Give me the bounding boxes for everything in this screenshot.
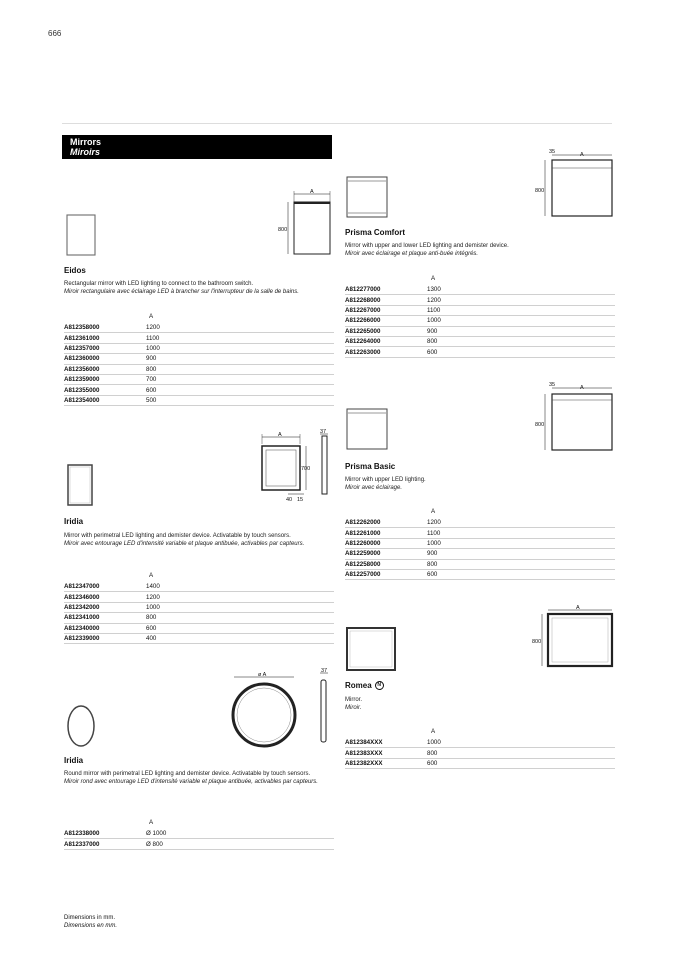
- article-code: A812261000: [345, 528, 427, 538]
- table-row: [345, 569, 615, 579]
- prisma-comfort-dim-h: 800: [535, 188, 545, 194]
- prisma-comfort-dim-d: 35: [549, 149, 556, 155]
- dimension-a-value: 400: [146, 633, 334, 643]
- table-row: [345, 518, 615, 528]
- iridia-rect-description: [64, 533, 326, 548]
- article-code: A812262000: [345, 518, 427, 528]
- table-row: [64, 354, 334, 364]
- iridia-rect-desc-fr: Miroir avec entourage LED d'intensité variable et plaque antibuée, activables par capteurs.: [64, 540, 305, 547]
- article-code: A812268000: [345, 295, 427, 305]
- dimension-a-value: 1200: [146, 323, 334, 333]
- eidos-dim-a: A: [310, 189, 314, 195]
- prisma-comfort-dim-a: A: [580, 152, 584, 158]
- dimension-a-value: 1000: [146, 343, 334, 353]
- dimension-a-value: 1000: [427, 738, 615, 748]
- iridia-round-dimension-drawing: [226, 668, 336, 750]
- eidos-title: Eidos: [64, 266, 86, 275]
- romea-dimension-drawing: [532, 602, 614, 670]
- article-code: A812340000: [64, 623, 146, 633]
- iridia-round-spec-table: [64, 829, 334, 850]
- romea-spec-table: [345, 738, 615, 769]
- iridia-round-thumbnail: [66, 704, 96, 753]
- eidos-description: [64, 281, 332, 296]
- iridia-rect-dim-a: A: [278, 432, 282, 438]
- eidos-thumbnail: [66, 214, 96, 261]
- iridia-round-desc-fr: Miroir rond avec entourage LED d'intensité variable et plaque antibuée, activables par capteurs.: [64, 778, 318, 785]
- article-code: A812356000: [64, 364, 146, 374]
- iridia-rect-thumbnail: [67, 464, 93, 511]
- dimension-a-value: 800: [427, 336, 615, 346]
- article-code: A812361000: [64, 333, 146, 343]
- dimension-a-value: 1100: [427, 305, 615, 315]
- prisma-comfort-desc-en: Mirror with upper and lower LED lighting and demister device.: [345, 243, 509, 249]
- table-row: [64, 343, 334, 353]
- table-row: [64, 592, 334, 602]
- article-code: A812355000: [64, 385, 146, 395]
- iridia-round-description: [64, 771, 326, 786]
- iridia-round-desc-en: Round mirror with perimetral LED lighting and demister device. Activatable by touch sensors.: [64, 771, 311, 777]
- prisma-basic-description: [345, 477, 613, 492]
- table-row: [345, 528, 615, 538]
- article-code: A812266000: [345, 316, 427, 326]
- prisma-basic-desc-en: Mirror with upper LED lighting.: [345, 477, 426, 483]
- romea-desc-fr: Miroir.: [345, 704, 362, 711]
- dimension-a-value: 600: [427, 569, 615, 579]
- dimension-a-value: Ø 800: [146, 839, 334, 849]
- prisma-basic-desc-fr: Miroir avec éclairage.: [345, 484, 403, 491]
- dimension-a-value: 1300: [427, 285, 615, 295]
- prisma-basic-title: Prisma Basic: [345, 462, 396, 471]
- prisma-basic-dim-a: A: [580, 385, 584, 391]
- prisma-comfort-rows: [345, 285, 615, 358]
- prisma-basic-dim-d: 35: [549, 382, 556, 388]
- romea-desc-en: Mirror.: [345, 697, 362, 703]
- table-row: [64, 623, 334, 633]
- new-product-badge-icon: N: [375, 681, 384, 690]
- iridia-round-dim-a: ø A: [258, 672, 267, 678]
- iridia-round-rows: [64, 829, 334, 850]
- table-row: [345, 326, 615, 336]
- article-code: A812346000: [64, 592, 146, 602]
- table-row: [345, 336, 615, 346]
- section-title: Mirrors: [70, 137, 102, 147]
- romea-title: Romea: [345, 681, 372, 690]
- dimension-a-value: 800: [427, 748, 615, 758]
- table-row: [345, 549, 615, 559]
- dimension-a-value: 1200: [427, 518, 615, 528]
- dimension-a-value: 600: [146, 385, 334, 395]
- article-code: A812257000: [345, 569, 427, 579]
- article-code: A812354000: [64, 395, 146, 405]
- section-header: [62, 135, 332, 159]
- dimension-a-value: 1200: [146, 592, 334, 602]
- eidos-desc-fr: Miroir rectangulaire avec éclairage LED à brancher sur l'interrupteur de la salle de bains.: [64, 288, 299, 295]
- romea-thumbnail: [346, 627, 396, 676]
- romea-dim-h: 800: [532, 639, 542, 645]
- table-row: [64, 829, 334, 839]
- dimension-a-value: 600: [427, 347, 615, 357]
- iridia-rect-dim-b1: 40: [286, 497, 293, 503]
- prisma-comfort-description: [345, 243, 613, 258]
- article-code: A812339000: [64, 633, 146, 643]
- prisma-basic-col-header: A: [431, 508, 436, 515]
- iridia-round-col-header: A: [149, 819, 154, 826]
- table-row: [64, 333, 334, 343]
- dimension-a-value: 1200: [427, 295, 615, 305]
- eidos-dim-h: 800: [278, 227, 288, 233]
- dimension-a-value: 900: [146, 354, 334, 364]
- romea-description: [345, 697, 613, 712]
- iridia-rect-dimension-drawing: [254, 428, 334, 506]
- iridia-rect-col-header: A: [149, 572, 154, 579]
- eidos-dimension-drawing: [278, 188, 334, 258]
- prisma-basic-dimension-drawing: [534, 378, 614, 454]
- dimension-a-value: 1100: [146, 333, 334, 343]
- article-code: A812358000: [64, 323, 146, 333]
- article-code: A812265000: [345, 326, 427, 336]
- dimension-a-value: 800: [146, 364, 334, 374]
- footer-en: Dimensions in mm.: [64, 915, 116, 921]
- dimension-a-value: 600: [427, 758, 615, 768]
- dimension-a-value: 700: [146, 374, 334, 384]
- table-row: [64, 323, 334, 333]
- iridia-rect-title: Iridia: [64, 517, 84, 526]
- table-row: [345, 538, 615, 548]
- top-divider: [62, 123, 612, 124]
- prisma-comfort-title: Prisma Comfort: [345, 228, 406, 237]
- article-code: A812383XXX: [345, 748, 427, 758]
- table-row: [64, 374, 334, 384]
- iridia-rect-rows: [64, 582, 334, 644]
- table-row: [64, 582, 334, 592]
- article-code: A812267000: [345, 305, 427, 315]
- article-code: A812382XXX: [345, 758, 427, 768]
- prisma-basic-spec-table: [345, 518, 615, 580]
- article-code: A812384XXX: [345, 738, 427, 748]
- article-code: A812357000: [64, 343, 146, 353]
- table-row: [345, 305, 615, 315]
- iridia-rect-dim-d: 37: [320, 429, 327, 435]
- table-row: [64, 602, 334, 612]
- table-row: [345, 295, 615, 305]
- prisma-comfort-col-header: A: [431, 275, 436, 282]
- table-row: [64, 839, 334, 849]
- dimension-a-value: 600: [146, 623, 334, 633]
- table-row: [345, 285, 615, 295]
- article-code: A812342000: [64, 602, 146, 612]
- table-row: [64, 633, 334, 643]
- table-row: [345, 758, 615, 768]
- dimension-a-value: 900: [427, 326, 615, 336]
- footer-note: [64, 914, 117, 930]
- article-code: A812347000: [64, 582, 146, 592]
- article-code: A812277000: [345, 285, 427, 295]
- dimension-a-value: 1400: [146, 582, 334, 592]
- iridia-rect-dim-b2: 15: [297, 497, 304, 503]
- iridia-round-dim-d: 37: [321, 668, 328, 674]
- prisma-basic-thumbnail: [346, 408, 388, 455]
- table-row: [345, 347, 615, 357]
- article-code: A812360000: [64, 354, 146, 364]
- section-title-fr: Miroirs: [70, 147, 101, 157]
- eidos-desc-en: Rectangular mirror with LED lighting to connect to the bathroom switch.: [64, 281, 254, 287]
- eidos-rows: [64, 323, 334, 406]
- article-code: A812263000: [345, 347, 427, 357]
- table-row: [64, 395, 334, 405]
- romea-title-row: [345, 681, 384, 690]
- prisma-basic-dim-h: 800: [535, 422, 545, 428]
- dimension-a-value: 500: [146, 395, 334, 405]
- prisma-comfort-thumbnail: [346, 176, 388, 223]
- iridia-rect-desc-en: Mirror with perimetral LED lighting and demister device. Activatable by touch sensors.: [64, 533, 291, 539]
- table-row: [345, 316, 615, 326]
- dimension-a-value: 1000: [427, 538, 615, 548]
- article-code: A812338000: [64, 829, 146, 839]
- romea-rows: [345, 738, 615, 769]
- article-code: A812264000: [345, 336, 427, 346]
- table-row: [345, 559, 615, 569]
- table-row: [64, 364, 334, 374]
- prisma-comfort-dimension-drawing: [534, 146, 614, 218]
- table-row: [345, 738, 615, 748]
- dimension-a-value: Ø 1000: [146, 829, 334, 839]
- article-code: A812341000: [64, 613, 146, 623]
- article-code: A812359000: [64, 374, 146, 384]
- article-code: A812258000: [345, 559, 427, 569]
- table-row: [345, 748, 615, 758]
- iridia-rect-dim-h: 700: [301, 466, 311, 472]
- prisma-comfort-desc-fr: Miroir avec éclairage et plaque anti-buée intégrés.: [345, 250, 479, 257]
- iridia-round-title: Iridia: [64, 756, 84, 765]
- article-code: A812260000: [345, 538, 427, 548]
- eidos-col-header: A: [149, 313, 154, 320]
- dimension-a-value: 800: [146, 613, 334, 623]
- dimension-a-value: 1000: [427, 316, 615, 326]
- iridia-rect-spec-table: [64, 582, 334, 644]
- table-row: [64, 385, 334, 395]
- dimension-a-value: 1000: [146, 602, 334, 612]
- romea-dim-a: A: [576, 605, 580, 611]
- dimension-a-value: 1100: [427, 528, 615, 538]
- dimension-a-value: 900: [427, 549, 615, 559]
- article-code: A812337000: [64, 839, 146, 849]
- prisma-basic-rows: [345, 518, 615, 580]
- page-number: 666: [48, 29, 62, 38]
- dimension-a-value: 800: [427, 559, 615, 569]
- eidos-spec-table: [64, 323, 334, 406]
- prisma-comfort-spec-table: [345, 285, 615, 358]
- article-code: A812259000: [345, 549, 427, 559]
- table-row: [64, 613, 334, 623]
- footer-fr: Dimensions en mm.: [64, 923, 118, 929]
- romea-col-header: A: [431, 728, 436, 735]
